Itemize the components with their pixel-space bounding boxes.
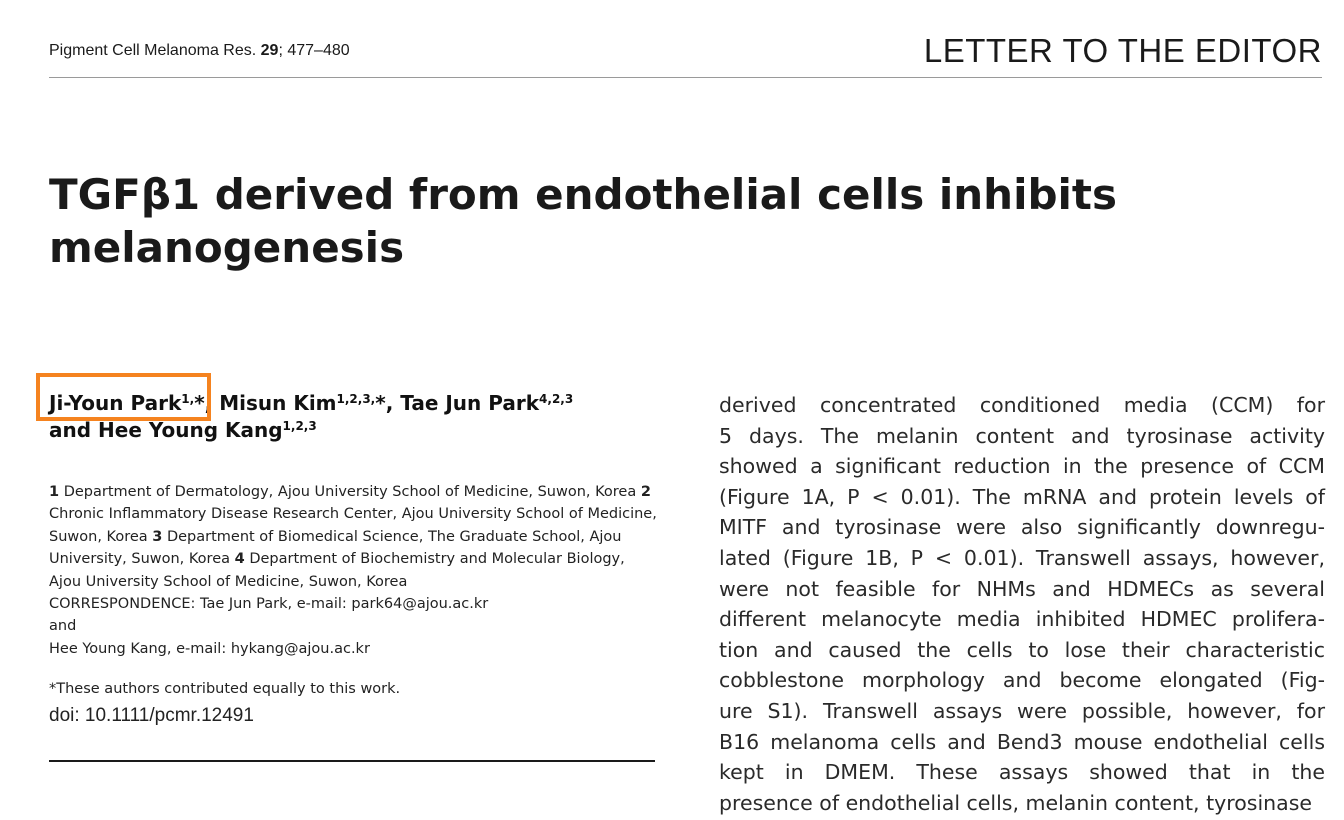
body-line: tion and caused the cells to lose their characteristic — [719, 637, 1325, 662]
author-affiliation-marks: 4,2,3 — [539, 392, 574, 406]
body-line: cobblestone morphology and become elongated (Fig- — [719, 668, 1325, 693]
body-line: 5 days. The melanin content and tyrosinase activity — [719, 423, 1325, 448]
affiliation-number: 4 — [234, 551, 245, 568]
author-affiliation-marks: 1,2,3 — [282, 419, 317, 433]
equal-contribution-mark: * — [375, 391, 386, 415]
title-line-1: TGFβ1 derived from endothelial cells inhibits — [49, 170, 1118, 219]
author-name[interactable]: Ji-Youn Park — [49, 391, 182, 415]
affiliation-number: 3 — [152, 528, 163, 545]
body-line: different melanocyte media inhibited HDMEC prolifera- — [719, 607, 1325, 632]
affiliation-text: Department of Biochemistry and Molecular Biology, Ajou University School of Medicine, Suwon, Korea — [49, 551, 625, 590]
section-divider — [49, 760, 655, 762]
body-line: ure S1). Transwell assays were possible, however, for — [719, 698, 1325, 723]
section-label: LETTER TO THE EDITOR — [923, 32, 1322, 69]
body-line: B16 melanoma cells and Bend3 mouse endothelial cells — [719, 729, 1325, 754]
affiliation-number: 2 — [640, 484, 651, 500]
body-line: lated (Figure 1B, P < 0.01). Transwell assays, however, — [719, 545, 1325, 570]
affiliation-text: Department of Dermatology, Ajou University School of Medicine, Suwon, Korea — [59, 484, 641, 500]
equal-contribution-note: *These authors contributed equally to this work. — [49, 681, 401, 697]
author-name[interactable]: Misun Kim — [219, 391, 337, 415]
body-line: derived concentrated conditioned media (CCM) for — [719, 393, 1325, 417]
body-text-column — [719, 390, 1325, 818]
correspondence-and: and — [49, 618, 77, 635]
body-line: presence of endothelial cells, melanin content, tyrosinase — [719, 790, 1312, 815]
header-divider — [49, 77, 1322, 78]
author-conjunction: and — [49, 418, 99, 442]
author-name[interactable]: Tae Jun Park — [400, 391, 540, 415]
body-line: MITF and tyrosinase were also significantly downregu- — [719, 515, 1325, 540]
journal-reference — [49, 42, 350, 60]
second-contact-line[interactable]: Hee Young Kang, e-mail: hykang@ajou.ac.kr — [49, 640, 370, 657]
journal-name: Pigment Cell Melanoma Res. — [49, 42, 257, 59]
affiliation-number: 1 — [49, 484, 60, 500]
journal-pages: ; 477–480 — [278, 42, 350, 59]
affiliations-block — [49, 481, 659, 660]
doi-link[interactable]: doi: 10.1111/pcmr.12491 — [49, 705, 254, 726]
author-affiliation-marks: 1,2,3, — [336, 392, 376, 406]
affiliation-text: Department of Biomedical Science, The Graduate School, Ajou University, Suwon, Korea — [49, 528, 622, 568]
body-line: (Figure 1A, P < 0.01). The mRNA and protein levels of — [719, 484, 1325, 509]
journal-volume: 29 — [260, 42, 279, 59]
highlight-box — [36, 373, 211, 421]
author-line-2 — [49, 417, 659, 444]
affiliation-text: Chronic Inflammatory Disease Research Center, Ajou University School of Medicine, Suwon, Korea — [49, 506, 657, 545]
equal-contribution-mark: * — [194, 391, 205, 415]
title-line-2: melanogenesis — [49, 223, 405, 272]
body-line: were not feasible for NHMs and HDMECs as several — [719, 576, 1325, 601]
author-affiliation-marks: 1, — [181, 392, 195, 406]
author-separator: , — [204, 391, 220, 415]
body-line: kept in DMEM. These assays showed that in the — [719, 760, 1325, 785]
body-line: showed a significant reduction in the presence of CCM — [719, 454, 1325, 479]
affiliation-list — [49, 481, 659, 593]
article-title — [49, 168, 1199, 274]
correspondence-line[interactable]: CORRESPONDENCE: Tae Jun Park, e-mail: park64@ajou.ac.kr — [49, 596, 489, 613]
author-separator: , — [385, 391, 401, 415]
author-name[interactable]: Hee Young Kang — [98, 418, 283, 442]
